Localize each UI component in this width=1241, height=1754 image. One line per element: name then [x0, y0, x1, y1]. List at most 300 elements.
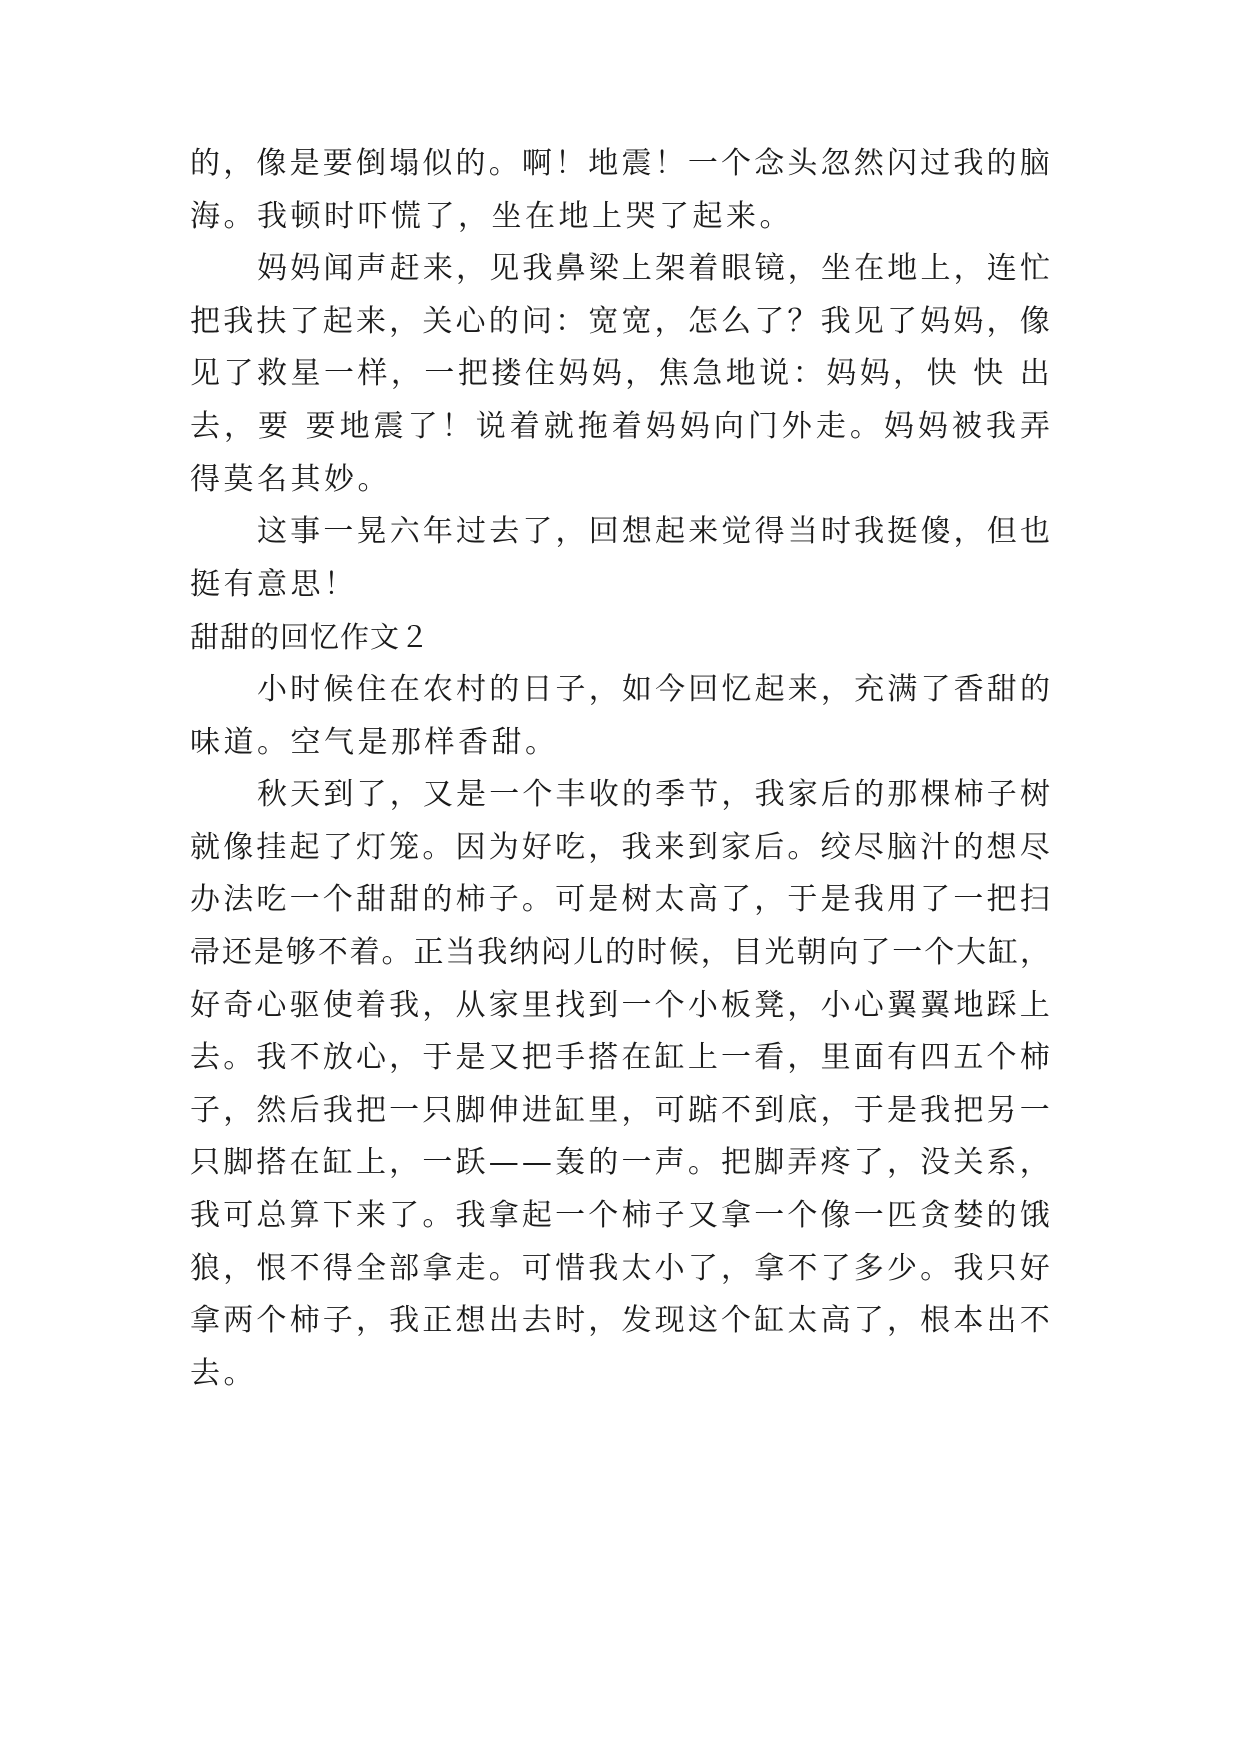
glyph: 想: [986, 829, 1017, 865]
glyph: 个: [787, 1198, 818, 1233]
glyph: 上: [355, 1145, 386, 1181]
glyph: 闷: [541, 935, 572, 970]
glyph: 像: [256, 146, 287, 181]
glyph: 后: [820, 777, 851, 813]
glyph: ，: [886, 1145, 917, 1181]
glyph: 住: [524, 356, 555, 392]
glyph: 我: [853, 882, 884, 918]
glyph: 目: [732, 935, 763, 970]
glyph: 为: [488, 829, 519, 865]
glyph: 救: [256, 356, 287, 392]
glyph: ，: [389, 1040, 420, 1076]
glyph: 我: [477, 935, 508, 970]
glyph: 个: [256, 1303, 287, 1339]
glyph: ，: [754, 882, 785, 918]
glyph: 个: [588, 1198, 619, 1233]
glyph: 地: [887, 251, 918, 287]
glyph: 上: [920, 251, 951, 287]
glyph: 贪: [920, 1198, 951, 1233]
glyph: 回: [588, 514, 619, 550]
glyph: 全: [355, 1250, 386, 1286]
glyph: 然: [256, 1092, 287, 1128]
glyph: 笼: [389, 829, 420, 865]
glyph: 出: [986, 1303, 1017, 1339]
glyph: 。: [521, 882, 552, 918]
glyph: ，: [223, 1250, 254, 1286]
glyph: 着: [349, 935, 380, 970]
glyph: 缸: [988, 935, 1019, 970]
glyph: 鼻: [555, 251, 586, 287]
glyph: ，: [224, 409, 255, 444]
glyph: 绞: [820, 829, 851, 865]
glyph: 声: [654, 1145, 685, 1181]
glyph: 样: [357, 356, 388, 392]
glyph: 我: [854, 514, 885, 550]
glyph: 是: [253, 935, 284, 970]
glyph: 头: [787, 146, 818, 181]
glyph: 见: [489, 251, 520, 287]
glyph: 灯: [355, 829, 386, 865]
glyph: ，: [721, 1250, 751, 1286]
glyph: 倒: [355, 146, 386, 181]
glyph: 忆: [721, 672, 752, 707]
glyph: 里: [588, 1092, 619, 1128]
glyph: 不: [1019, 1303, 1050, 1339]
glyph: 向: [713, 409, 744, 444]
glyph: 可: [223, 1198, 254, 1233]
glyph: 被: [951, 409, 982, 444]
glyph: 缸: [654, 1040, 685, 1076]
glyph: 一: [621, 987, 652, 1023]
glyph: 今: [655, 672, 686, 707]
glyph: 恨: [256, 1250, 287, 1286]
glyph: 了: [522, 514, 553, 550]
glyph: 妈: [917, 409, 948, 444]
glyph: ，: [588, 672, 619, 707]
glyph: 一: [424, 356, 455, 392]
glyph: 来: [422, 251, 453, 287]
glyph: 脑: [886, 829, 917, 865]
glyph: 翼: [886, 987, 917, 1023]
text-line: [257, 661, 1050, 719]
glyph: 时: [555, 1303, 586, 1339]
glyph: ，: [389, 777, 420, 813]
glyph: 又: [687, 1198, 718, 1233]
glyph: 似: [422, 146, 453, 181]
glyph: 来: [654, 829, 685, 865]
glyph: 儿: [573, 935, 604, 970]
glyph: —: [488, 1145, 519, 1181]
glyph: 够: [285, 935, 316, 970]
glyph: 于: [422, 1040, 453, 1076]
glyph: 两: [223, 1303, 254, 1339]
glyph: 一: [1019, 1092, 1050, 1128]
glyph: 的: [854, 777, 885, 813]
glyph: 关: [953, 1145, 984, 1181]
glyph: 在: [854, 251, 885, 287]
glyph: 子: [190, 1092, 220, 1128]
glyph: 妈: [257, 251, 287, 287]
glyph: 挂: [256, 829, 287, 865]
glyph: 像: [223, 829, 254, 865]
glyph: 一: [621, 1145, 652, 1181]
glyph: 个: [522, 777, 553, 813]
glyph: 地: [953, 987, 984, 1023]
glyph: 但: [986, 514, 1017, 550]
glyph: 到: [687, 829, 718, 865]
glyph: 镜: [754, 251, 785, 287]
glyph: 妈: [645, 409, 676, 444]
glyph: 起: [289, 829, 320, 865]
glyph: 来: [688, 514, 719, 550]
glyph: 心: [256, 987, 287, 1023]
glyph: 把: [953, 1092, 984, 1128]
glyph: 光: [764, 935, 795, 970]
glyph: 根: [920, 1303, 951, 1339]
glyph: 一: [892, 935, 923, 970]
glyph: 想: [621, 514, 652, 550]
glyph: 高: [820, 1303, 851, 1339]
glyph: 朝: [796, 935, 827, 970]
glyph: 啊: [521, 146, 552, 181]
glyph: 奇: [223, 987, 254, 1023]
glyph: 发: [621, 1303, 652, 1339]
glyph: 地: [588, 146, 619, 181]
glyph: 来: [355, 303, 386, 339]
glyph: ，: [621, 1092, 652, 1128]
glyph: 进: [521, 1092, 552, 1128]
glyph: 弄: [1019, 409, 1050, 444]
glyph: 拿: [754, 1250, 785, 1286]
glyph: 树: [1019, 777, 1050, 813]
glyph: 宽: [588, 303, 619, 339]
glyph: 个: [721, 1303, 751, 1339]
glyph: 震: [621, 146, 652, 181]
glyph: 我: [920, 1092, 951, 1128]
glyph: 来: [355, 1198, 386, 1233]
glyph: 拿: [721, 1198, 751, 1233]
glyph: 连: [986, 251, 1017, 287]
glyph: 下: [322, 1198, 353, 1233]
text-line: [190, 1187, 1050, 1245]
glyph: 把: [521, 1040, 552, 1076]
glyph: 疼: [820, 1145, 851, 1181]
glyph: 正: [413, 935, 444, 970]
glyph: 后: [754, 829, 785, 865]
glyph: 。: [422, 829, 453, 865]
glyph: 秋: [257, 777, 287, 813]
glyph: 时: [290, 672, 321, 707]
glyph: 地: [339, 409, 370, 444]
glyph: 说: [475, 409, 506, 444]
glyph: 妈: [953, 303, 984, 339]
glyph: 个: [721, 146, 751, 181]
glyph: 村: [456, 672, 487, 707]
glyph: 日: [522, 672, 553, 707]
glyph: 了: [820, 1250, 851, 1286]
glyph: 扫: [1019, 882, 1050, 918]
glyph: 我: [256, 1040, 287, 1076]
glyph: 去: [521, 1303, 552, 1339]
glyph: 年: [422, 514, 453, 550]
glyph: 好: [1019, 1250, 1050, 1286]
glyph: ，: [389, 1145, 420, 1181]
glyph: 宽: [621, 303, 652, 339]
glyph: 妈: [290, 251, 321, 287]
glyph: 不: [289, 1250, 320, 1286]
glyph: ，: [953, 251, 984, 287]
text-line: [190, 1082, 1050, 1140]
glyph: ，: [422, 987, 453, 1023]
glyph: 声: [356, 251, 387, 287]
glyph: 节: [688, 777, 719, 813]
glyph: 如: [621, 672, 652, 707]
glyph: 季: [655, 777, 686, 813]
glyph: 关: [422, 303, 453, 339]
glyph: 底: [787, 1092, 818, 1128]
glyph: ，: [787, 987, 818, 1023]
glyph: ：: [792, 356, 823, 392]
glyph: 天: [290, 777, 321, 813]
glyph: 缸: [555, 1092, 586, 1128]
glyph: ，: [787, 251, 818, 287]
glyph: 拿: [422, 1250, 453, 1286]
glyph: 念: [754, 146, 785, 181]
glyph: 的: [489, 672, 520, 707]
glyph: 小: [257, 672, 287, 707]
glyph: 是: [455, 1040, 486, 1076]
glyph: 尽: [1019, 829, 1050, 865]
glyph: 子: [654, 1198, 685, 1233]
glyph: 里: [521, 987, 552, 1023]
glyph: 我: [754, 777, 785, 813]
glyph: 上: [1019, 987, 1050, 1023]
glyph: 上: [687, 1040, 718, 1076]
glyph: 了: [322, 829, 353, 865]
glyph: 柿: [455, 882, 486, 918]
glyph: 的: [986, 146, 1017, 181]
glyph: ！: [441, 409, 472, 444]
glyph: 一: [323, 356, 354, 392]
glyph: 小: [654, 1250, 685, 1286]
glyph: 四: [920, 1040, 951, 1076]
glyph: 吃: [555, 829, 586, 865]
glyph: 我: [522, 251, 553, 287]
glyph: 吃: [256, 882, 287, 918]
glyph: ，: [223, 1092, 254, 1128]
glyph: 焦: [658, 356, 689, 392]
glyph: 我: [389, 987, 420, 1023]
glyph: ，: [721, 777, 752, 813]
glyph: 了: [754, 303, 785, 339]
glyph: 塌: [389, 146, 420, 181]
glyph: 好: [521, 829, 552, 865]
glyph: 了: [289, 303, 320, 339]
glyph: 一: [422, 1145, 453, 1181]
glyph: 看: [754, 1040, 785, 1076]
glyph: 过: [920, 146, 951, 181]
glyph: 匹: [886, 1198, 917, 1233]
glyph: 过: [456, 514, 487, 550]
glyph: 柿: [1019, 1040, 1050, 1076]
glyph: 一: [853, 1198, 884, 1233]
glyph: 问: [521, 303, 552, 339]
glyph: 我: [820, 303, 851, 339]
glyph: ，: [625, 356, 656, 392]
glyph: 了: [853, 1303, 884, 1339]
glyph: 说: [759, 356, 790, 392]
glyph: 出: [1019, 356, 1050, 392]
glyph: 忙: [1019, 251, 1050, 287]
glyph: 怎: [687, 303, 718, 339]
glyph: 满: [887, 672, 918, 707]
glyph: ，: [986, 303, 1017, 339]
glyph: 走: [455, 1250, 486, 1286]
glyph: ，: [555, 514, 586, 550]
glyph: 大: [956, 935, 987, 970]
glyph: 子: [488, 882, 519, 918]
glyph: 是: [886, 1092, 917, 1128]
glyph: 狼: [190, 1250, 220, 1286]
glyph: 搂: [491, 356, 522, 392]
glyph: 还: [221, 935, 252, 970]
glyph: 。: [223, 1040, 254, 1076]
glyph: 傻: [920, 514, 951, 550]
text-line: 味道。空气是那样香甜。: [190, 724, 559, 760]
glyph: 是: [456, 777, 487, 813]
glyph: 见: [190, 356, 220, 392]
glyph: 的: [621, 777, 652, 813]
glyph: 去: [190, 409, 220, 444]
glyph: 不: [787, 1250, 818, 1286]
glyph: 妈: [920, 303, 951, 339]
glyph: 太: [621, 1250, 652, 1286]
glyph: 可: [555, 882, 586, 918]
glyph: 驱: [289, 987, 320, 1023]
glyph: 在: [289, 1145, 320, 1181]
glyph: ，: [389, 303, 420, 339]
glyph: 眼: [721, 251, 752, 287]
glyph: 时: [820, 514, 851, 550]
glyph: 把: [190, 303, 220, 339]
glyph: 的: [190, 146, 220, 181]
glyph: 缸: [754, 1303, 785, 1339]
glyph: 翼: [920, 987, 951, 1023]
glyph: ，: [355, 1303, 386, 1339]
glyph: 这: [687, 1303, 718, 1339]
glyph: 当: [445, 935, 476, 970]
glyph: 找: [555, 987, 586, 1023]
glyph: 纳: [509, 935, 540, 970]
glyph: 住: [356, 672, 387, 707]
text-line: [190, 345, 1050, 403]
glyph: 扶: [256, 303, 287, 339]
glyph: 忽: [820, 146, 851, 181]
glyph: 。: [488, 1250, 519, 1286]
glyph: 起: [655, 514, 686, 550]
glyph: 到: [588, 987, 619, 1023]
glyph: 心: [853, 987, 884, 1023]
glyph: 到: [754, 1092, 785, 1128]
glyph: 的: [488, 303, 519, 339]
text-line: [190, 293, 1050, 351]
glyph: 急: [692, 356, 723, 392]
section-heading: 甜甜的回忆作文２: [190, 620, 431, 655]
glyph: ？: [787, 303, 818, 339]
glyph: 梁: [588, 251, 619, 287]
glyph: 丰: [555, 777, 586, 813]
glyph: 妈: [883, 409, 914, 444]
text-line: [257, 240, 1050, 298]
glyph: 着: [611, 409, 642, 444]
glyph: 搭: [256, 1145, 287, 1181]
glyph: 然: [853, 146, 884, 181]
glyph: 脚: [223, 1145, 254, 1181]
glyph: 一: [289, 882, 320, 918]
glyph: 出: [488, 1303, 519, 1339]
glyph: 回: [688, 672, 719, 707]
glyph: 把: [721, 1145, 751, 1181]
glyph: 。: [381, 935, 412, 970]
text-line: [190, 1134, 1050, 1192]
glyph: 轰: [555, 1145, 586, 1181]
glyph: 起: [754, 672, 785, 707]
glyph: 挺: [887, 514, 918, 550]
glyph: 家: [787, 777, 818, 813]
glyph: ！: [555, 146, 586, 181]
glyph: 要: [305, 409, 336, 444]
glyph: 拖: [577, 409, 608, 444]
text-line: 去。: [190, 1355, 257, 1391]
glyph: 总: [256, 1198, 287, 1233]
glyph: ！: [654, 146, 685, 181]
glyph: 惜: [555, 1250, 586, 1286]
glyph: 另: [986, 1092, 1017, 1128]
glyph: 又: [422, 777, 453, 813]
glyph: 少: [886, 1250, 917, 1286]
text-line: [190, 135, 1050, 193]
glyph: 本: [953, 1303, 984, 1339]
glyph: 多: [853, 1250, 884, 1286]
glyph: 地: [725, 356, 756, 392]
glyph: 甜: [986, 672, 1017, 707]
glyph: 饿: [1019, 1198, 1050, 1233]
glyph: ，: [1019, 1145, 1050, 1181]
glyph: 汁: [920, 829, 951, 865]
glyph: 了: [223, 356, 254, 392]
glyph: 上: [621, 251, 652, 287]
glyph: 着: [688, 251, 719, 287]
glyph: 办: [190, 882, 220, 918]
glyph: 时: [636, 935, 667, 970]
glyph: 在: [621, 1040, 652, 1076]
glyph: 我: [190, 1198, 220, 1233]
glyph: 是: [289, 146, 320, 181]
glyph: ，: [390, 356, 421, 392]
glyph: 可: [654, 1092, 685, 1128]
glyph: 了: [860, 935, 891, 970]
text-line: [257, 766, 1050, 824]
glyph: 只: [986, 1250, 1017, 1286]
glyph: 可: [521, 1250, 552, 1286]
glyph: 门: [747, 409, 778, 444]
glyph: 得: [754, 514, 785, 550]
glyph: 一: [721, 1040, 751, 1076]
glyph: ，: [1019, 935, 1050, 970]
glyph: 晃: [356, 514, 387, 550]
glyph: 不: [317, 935, 348, 970]
glyph: 走: [815, 409, 846, 444]
